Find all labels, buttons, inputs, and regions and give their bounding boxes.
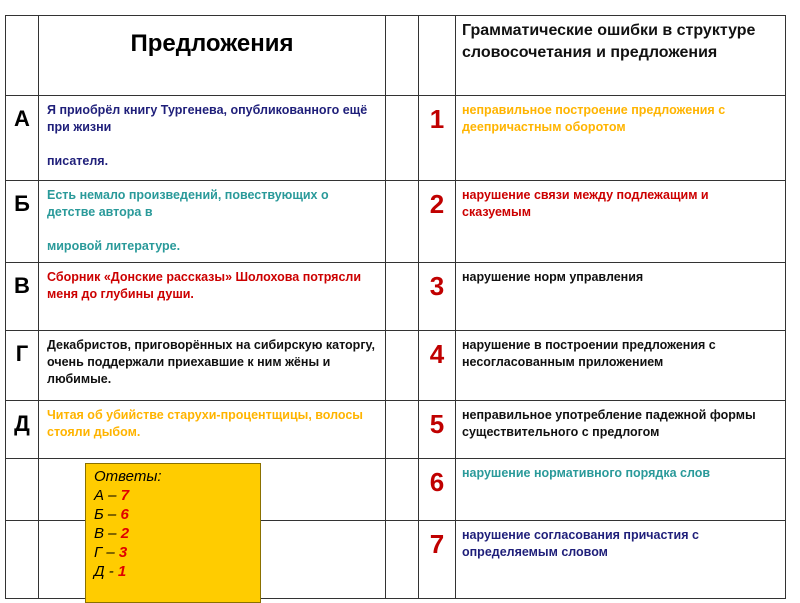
answer-letter: Г – <box>94 544 119 561</box>
header-sentences: Предложения <box>39 16 386 96</box>
answer-item <box>94 562 252 581</box>
header-errors: Грамматические ошибки в структуре словосочетания и предложения <box>456 16 786 96</box>
error-description: нарушение нормативного порядка слов <box>456 459 786 521</box>
answers-title: Ответы: <box>94 468 162 485</box>
error-description: нарушение связи между подлежащим и сказуемым <box>456 181 786 263</box>
error-number: 2 <box>419 181 456 263</box>
table-row <box>6 96 786 181</box>
error-description: неправильное употребление падежной формы существительного с предлогом <box>456 401 786 459</box>
header-row <box>6 16 786 96</box>
sentence-cell <box>39 263 386 331</box>
sentence-text: Читая об убийстве старухи-процентщицы, волосы стояли дыбом. <box>47 408 363 439</box>
answer-letter: В – <box>94 525 121 542</box>
row-letter: Г <box>6 331 39 401</box>
answers-box <box>85 463 261 603</box>
table-row <box>6 401 786 459</box>
answer-letter: А – <box>94 487 121 504</box>
error-description: неправильное построение предложения с деепричастным оборотом <box>456 96 786 181</box>
empty-cell <box>386 181 419 263</box>
answer-item <box>94 543 252 562</box>
error-number: 6 <box>419 459 456 521</box>
answer-letter: Д - <box>94 563 118 580</box>
row-letter: А <box>6 96 39 181</box>
answer-number: 7 <box>120 487 130 504</box>
row-letter <box>6 459 39 521</box>
error-description: нарушение норм управления <box>456 263 786 331</box>
row-letter <box>6 521 39 599</box>
sentence-cell <box>39 331 386 401</box>
table-row <box>6 331 786 401</box>
empty-cell <box>386 401 419 459</box>
sentence-cell <box>39 96 386 181</box>
empty-cell <box>386 96 419 181</box>
row-letter: В <box>6 263 39 331</box>
header-empty <box>6 16 39 96</box>
error-description: нарушение в построении предложения с несогласованным приложением <box>456 331 786 401</box>
error-number: 1 <box>419 96 456 181</box>
answer-number: 3 <box>118 544 128 561</box>
sentence-text: Сборник «Донские рассказы» Шолохова потрясли меня до глубины души. <box>47 270 362 301</box>
error-number: 4 <box>419 331 456 401</box>
sentence-text: Я приобрёл книгу Тургенева, опубликованного ещё при жизни <box>47 103 368 134</box>
sentence-text-end: писателя. <box>47 154 109 168</box>
header-empty <box>386 16 419 96</box>
answer-item <box>94 486 252 505</box>
error-number: 5 <box>419 401 456 459</box>
table-row <box>6 181 786 263</box>
sentence-text-end: мировой литературе. <box>47 239 181 253</box>
header-empty <box>419 16 456 96</box>
sentence-text: Есть немало произведений, повествующих о детстве автора в <box>47 188 329 219</box>
row-letter: Д <box>6 401 39 459</box>
answer-item <box>94 505 252 524</box>
table-row <box>6 263 786 331</box>
empty-cell <box>386 521 419 599</box>
answer-item <box>94 524 252 543</box>
error-number: 7 <box>419 521 456 599</box>
error-number: 3 <box>419 263 456 331</box>
sentence-text: Декабристов, приговорённых на сибирскую каторгу, очень поддержали приехавшие к ним жёны и любимые. <box>47 338 376 386</box>
row-letter: Б <box>6 181 39 263</box>
sentence-cell <box>39 181 386 263</box>
answer-number: 2 <box>120 525 130 542</box>
empty-cell <box>386 459 419 521</box>
empty-cell <box>386 263 419 331</box>
answer-letter: Б – <box>94 506 121 523</box>
sentence-cell <box>39 401 386 459</box>
answer-number: 6 <box>120 506 129 523</box>
error-description: нарушение согласования причастия с определяемым словом <box>456 521 786 599</box>
empty-cell <box>386 331 419 401</box>
answer-number: 1 <box>117 563 127 580</box>
